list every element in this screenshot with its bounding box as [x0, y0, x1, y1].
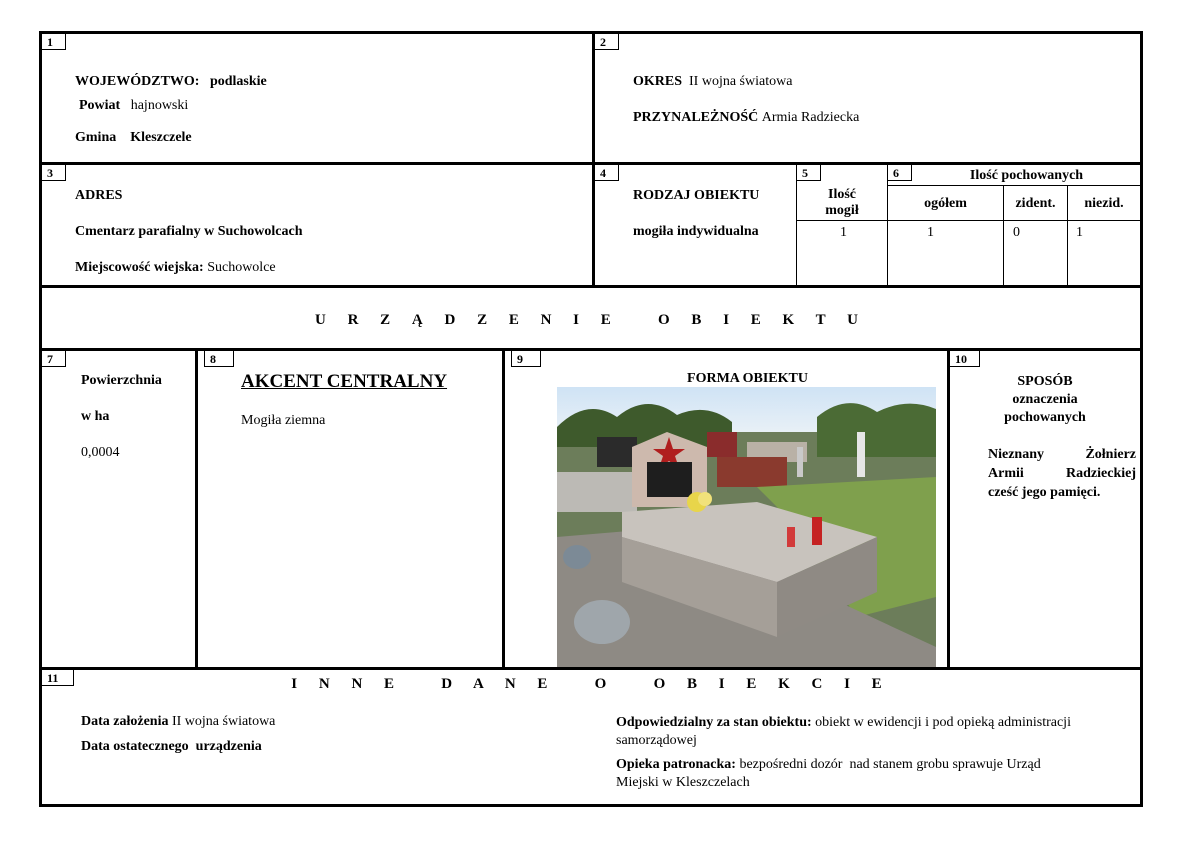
sposob-word: Nieznany — [988, 447, 1044, 462]
ilosc-mogil-value: 1 — [840, 225, 847, 240]
sposob-word: Radzieckiej — [1066, 466, 1136, 481]
urzadzenie-heading-row — [39, 285, 1143, 351]
divider — [887, 185, 1140, 186]
section-number: 8 — [204, 351, 234, 367]
section-number: 7 — [42, 351, 66, 367]
okres-value: II wojna światowa — [689, 74, 793, 89]
section-number: 9 — [511, 351, 541, 367]
sposob-title — [950, 373, 1140, 427]
rodzaj-value: mogiła indywidualna — [633, 224, 759, 239]
section-1 — [39, 31, 595, 165]
section-11 — [39, 667, 1143, 807]
sposob-text — [988, 445, 1136, 502]
grave-photo — [557, 387, 936, 668]
section-9 — [502, 348, 950, 670]
urzadzenie-title: U R Z Ą D Z E N I E O B I E K T U — [315, 312, 867, 328]
section-10 — [947, 348, 1143, 670]
sposob-text-line: cześć jego pamięci. — [988, 485, 1101, 500]
ilosc-mogil-header — [797, 187, 887, 219]
sposob-word: Armii — [988, 466, 1024, 481]
section-number: 3 — [42, 165, 66, 181]
cmentarz-name: Cmentarz parafialny w Suchowolcach — [75, 224, 303, 239]
powiat-label: Powiat — [79, 98, 121, 113]
divider — [887, 165, 888, 285]
divider — [796, 220, 1140, 221]
divider — [796, 165, 797, 285]
section-number: 2 — [595, 34, 619, 50]
opieka-label: Opieka patronacka: — [616, 757, 736, 772]
section-8 — [195, 348, 505, 670]
section-2 — [592, 31, 1143, 165]
sposob-word: Żołnierz — [1085, 447, 1136, 462]
col-ogolem: ogółem — [924, 196, 967, 211]
odpowiedzialny-block — [616, 714, 1071, 750]
data-zalozenia-value: II wojna światowa — [171, 714, 276, 729]
sposob-line1: SPOSÓB — [1017, 374, 1073, 389]
akcent-title: AKCENT CENTRALNY — [241, 371, 448, 392]
odpowiedzialny-value-2: samorządowej — [616, 733, 697, 748]
okres-row — [633, 74, 792, 90]
col-niezid: niezid. — [1084, 196, 1124, 211]
okres-label: OKRES — [633, 74, 683, 89]
section-number: 1 — [42, 34, 66, 50]
section-number-5: 5 — [797, 165, 821, 181]
val-zident: 0 — [1013, 225, 1020, 240]
wha-label: w ha — [81, 409, 110, 424]
data-zalozenia-label: Data założenia — [81, 714, 169, 729]
sposob-line3: pochowanych — [1004, 410, 1086, 425]
odpowiedzialny-value: obiekt w ewidencji i pod opieką administracji — [815, 715, 1071, 730]
ilosc-pochowanych-header: Ilość pochowanych — [969, 168, 1084, 183]
section-number: 11 — [42, 670, 74, 686]
val-niezid: 1 — [1076, 225, 1083, 240]
section-number: 10 — [950, 351, 980, 367]
przynaleznosc-label: PRZYNALEŻNOŚĆ — [633, 110, 759, 125]
ilosc-mogil-line2: mogił — [825, 203, 859, 218]
opieka-line — [616, 756, 1136, 774]
wojewodztwo-label: WOJEWÓDZTWO: — [75, 74, 200, 89]
opieka-value-2: Miejski w Kleszczelach — [616, 775, 750, 790]
miejscowosc-label: Miejscowość wiejska: — [75, 260, 204, 275]
section-4-6 — [592, 162, 1143, 288]
sposob-text-line — [988, 464, 1136, 483]
powierzchnia-label: Powierzchnia — [81, 373, 162, 388]
section-7 — [39, 348, 198, 670]
section-3 — [39, 162, 595, 288]
data-zalozenia-row — [81, 714, 275, 730]
rodzaj-label: RODZAJ OBIEKTU — [633, 188, 760, 203]
forma-title: FORMA OBIEKTU — [687, 371, 808, 386]
ilosc-mogil-line1: Ilość — [828, 187, 856, 202]
opieka-block — [616, 756, 1136, 792]
gmina-row — [75, 130, 192, 146]
col-zident: zident. — [1015, 196, 1056, 211]
powierzchnia-value: 0,0004 — [81, 445, 120, 460]
sposob-line2: oznaczenia — [1012, 392, 1078, 407]
section-number-4: 4 — [595, 165, 619, 181]
przynaleznosc-value: Armia Radziecka — [761, 110, 860, 125]
powiat-value: hajnowski — [130, 98, 189, 113]
przynaleznosc-row — [633, 110, 859, 126]
sposob-text-line — [988, 445, 1136, 464]
gmina-label: Gmina — [75, 130, 117, 145]
opieka-value: bezpośredni dozór nad stanem grobu sprawuje Urząd — [739, 757, 1041, 772]
miejscowosc-value: Suchowolce — [207, 260, 276, 275]
odpowiedzialny-label: Odpowiedzialny za stan obiektu: — [616, 715, 812, 730]
section-number-6: 6 — [888, 165, 912, 181]
powiat-row — [79, 98, 188, 114]
inne-dane-title: I N N E D A N E O O B I E K C I E — [291, 676, 891, 692]
miejscowosc-row — [75, 260, 276, 276]
akcent-value: Mogiła ziemna — [241, 413, 326, 428]
adres-label: ADRES — [75, 188, 123, 203]
data-urzadzenia-label: Data ostatecznego urządzenia — [81, 739, 262, 754]
wojewodztwo-row — [75, 74, 267, 90]
gmina-value: Kleszczele — [130, 130, 192, 145]
val-ogolem: 1 — [927, 225, 934, 240]
wojewodztwo-value: podlaskie — [209, 74, 267, 89]
